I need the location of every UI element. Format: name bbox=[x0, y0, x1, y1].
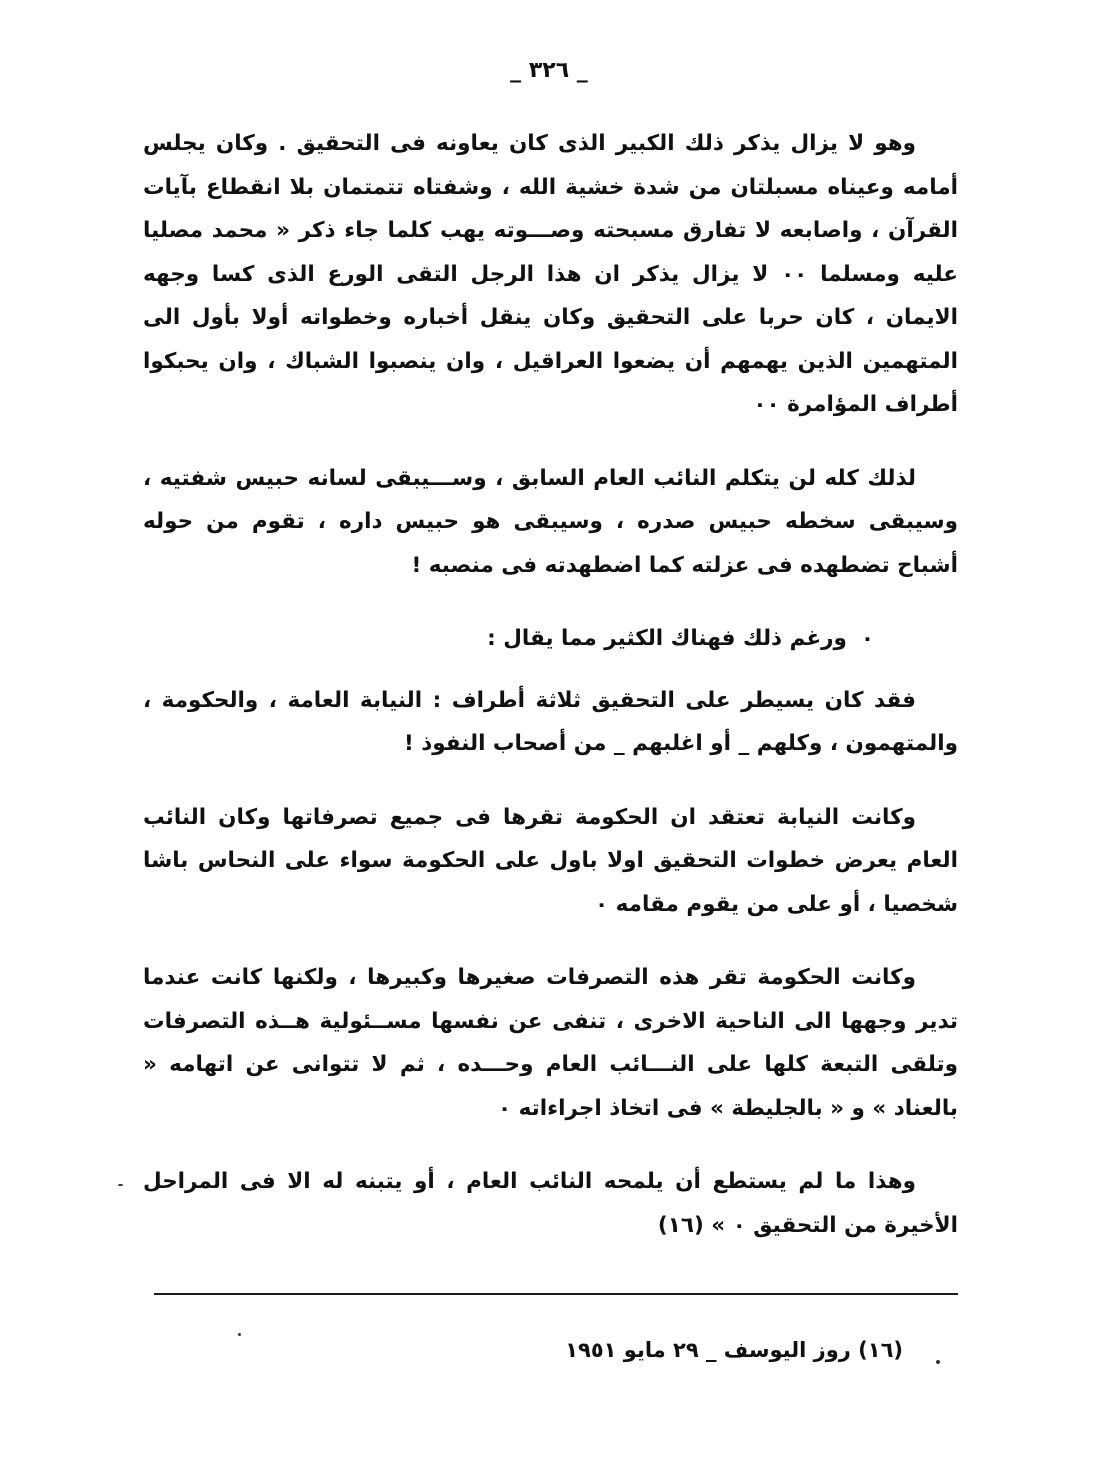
paragraph-7: وهذا ما لم يستطع أن يلمحه النائب العام ، أو يتبنه له الا فى المراحل الأخيرة من التحقيق ٠ » (١٦) bbox=[143, 1169, 958, 1238]
paragraph-2: لذلك كله لن يتكلم النائب العام السابق ، وســـيبقى لسانه حبيس شفتيه ، وسيبقى سخطه حبيس صدره ، وسيبقى هو حبيس داره ، تقوم من حوله أشباح تضطهده فى عزلته كما اضطهدته فى منصبه ! bbox=[143, 465, 958, 578]
footnote: (١٦) روز اليوسف _ ٢٩ مايو ١٩٥١ bbox=[565, 1338, 903, 1362]
paragraph-6: وكانت الحكومة تقر هذه التصرفات صغيرها وكبيرها ، ولكنها كانت عندما تدير وجهها الى الناحية الاخرى ، تنفى عن نفسها مســئولية هــذه التصرفات وتلقى التبعة كلها على النـــائب العام وحـــده ، ثم لا تتوانى عن اتهامه « بالعناد » و « بالجليطة » فى اتخاذ اجراءاته ٠ bbox=[143, 965, 958, 1121]
body-text bbox=[143, 122, 958, 1277]
paragraph-1: وهو لا يزال يذكر ذلك الكبير الذى كان يعاونه فى التحقيق . وكان يجلس أمامه وعيناه مسبلتان من شدة خشية الله ، وشفتاه تتمتمان بلا انقطاع بآيات القرآن ، واصابعه لا تفارق مسبحته وصـــوته يهب كلما جاء ذكر « محمد مصليا عليه ومسلما ٠٠ لا يزال يذكر ان هذا الرجل التقى الورع الذى كسا وجهه الايمان ، كان حربا على التحقيق وكان ينقل أخباره وخطواته أولا بأول الى المتهمين الذين يهمهم أن يضعوا العراقيل ، وان ينصبوا الشباك ، وان يحبكوا أطراف المؤامرة ٠٠ bbox=[143, 131, 958, 417]
footnote-divider bbox=[154, 1293, 958, 1295]
paragraph-5: وكانت النيابة تعتقد ان الحكومة تقرها فى جميع تصرفاتها وكان النائب العام يعرض خطوات التحقيق اولا باول على الحكومة سواء على النحاس باشا شخصيا ، أو على من يقوم مقامه ٠ bbox=[143, 804, 958, 917]
paragraph-4: فقد كان يسيطر على التحقيق ثلاثة أطراف : النيابة العامة ، والحكومة ، والمتهمون ، وكلهم _ أو اغلبهم _ من أصحاب النفوذ ! bbox=[143, 687, 958, 756]
page-number: _ ٣٢٦ _ bbox=[510, 58, 588, 83]
scan-speck bbox=[238, 1333, 241, 1336]
scan-speck bbox=[118, 1184, 123, 1186]
paragraph-3-text: ورغم ذلك فهناك الكثير مما يقال : bbox=[487, 626, 847, 651]
scan-speck bbox=[936, 1360, 940, 1364]
bullet-mark: ٠ bbox=[860, 626, 874, 651]
paragraph-3 bbox=[143, 617, 958, 661]
